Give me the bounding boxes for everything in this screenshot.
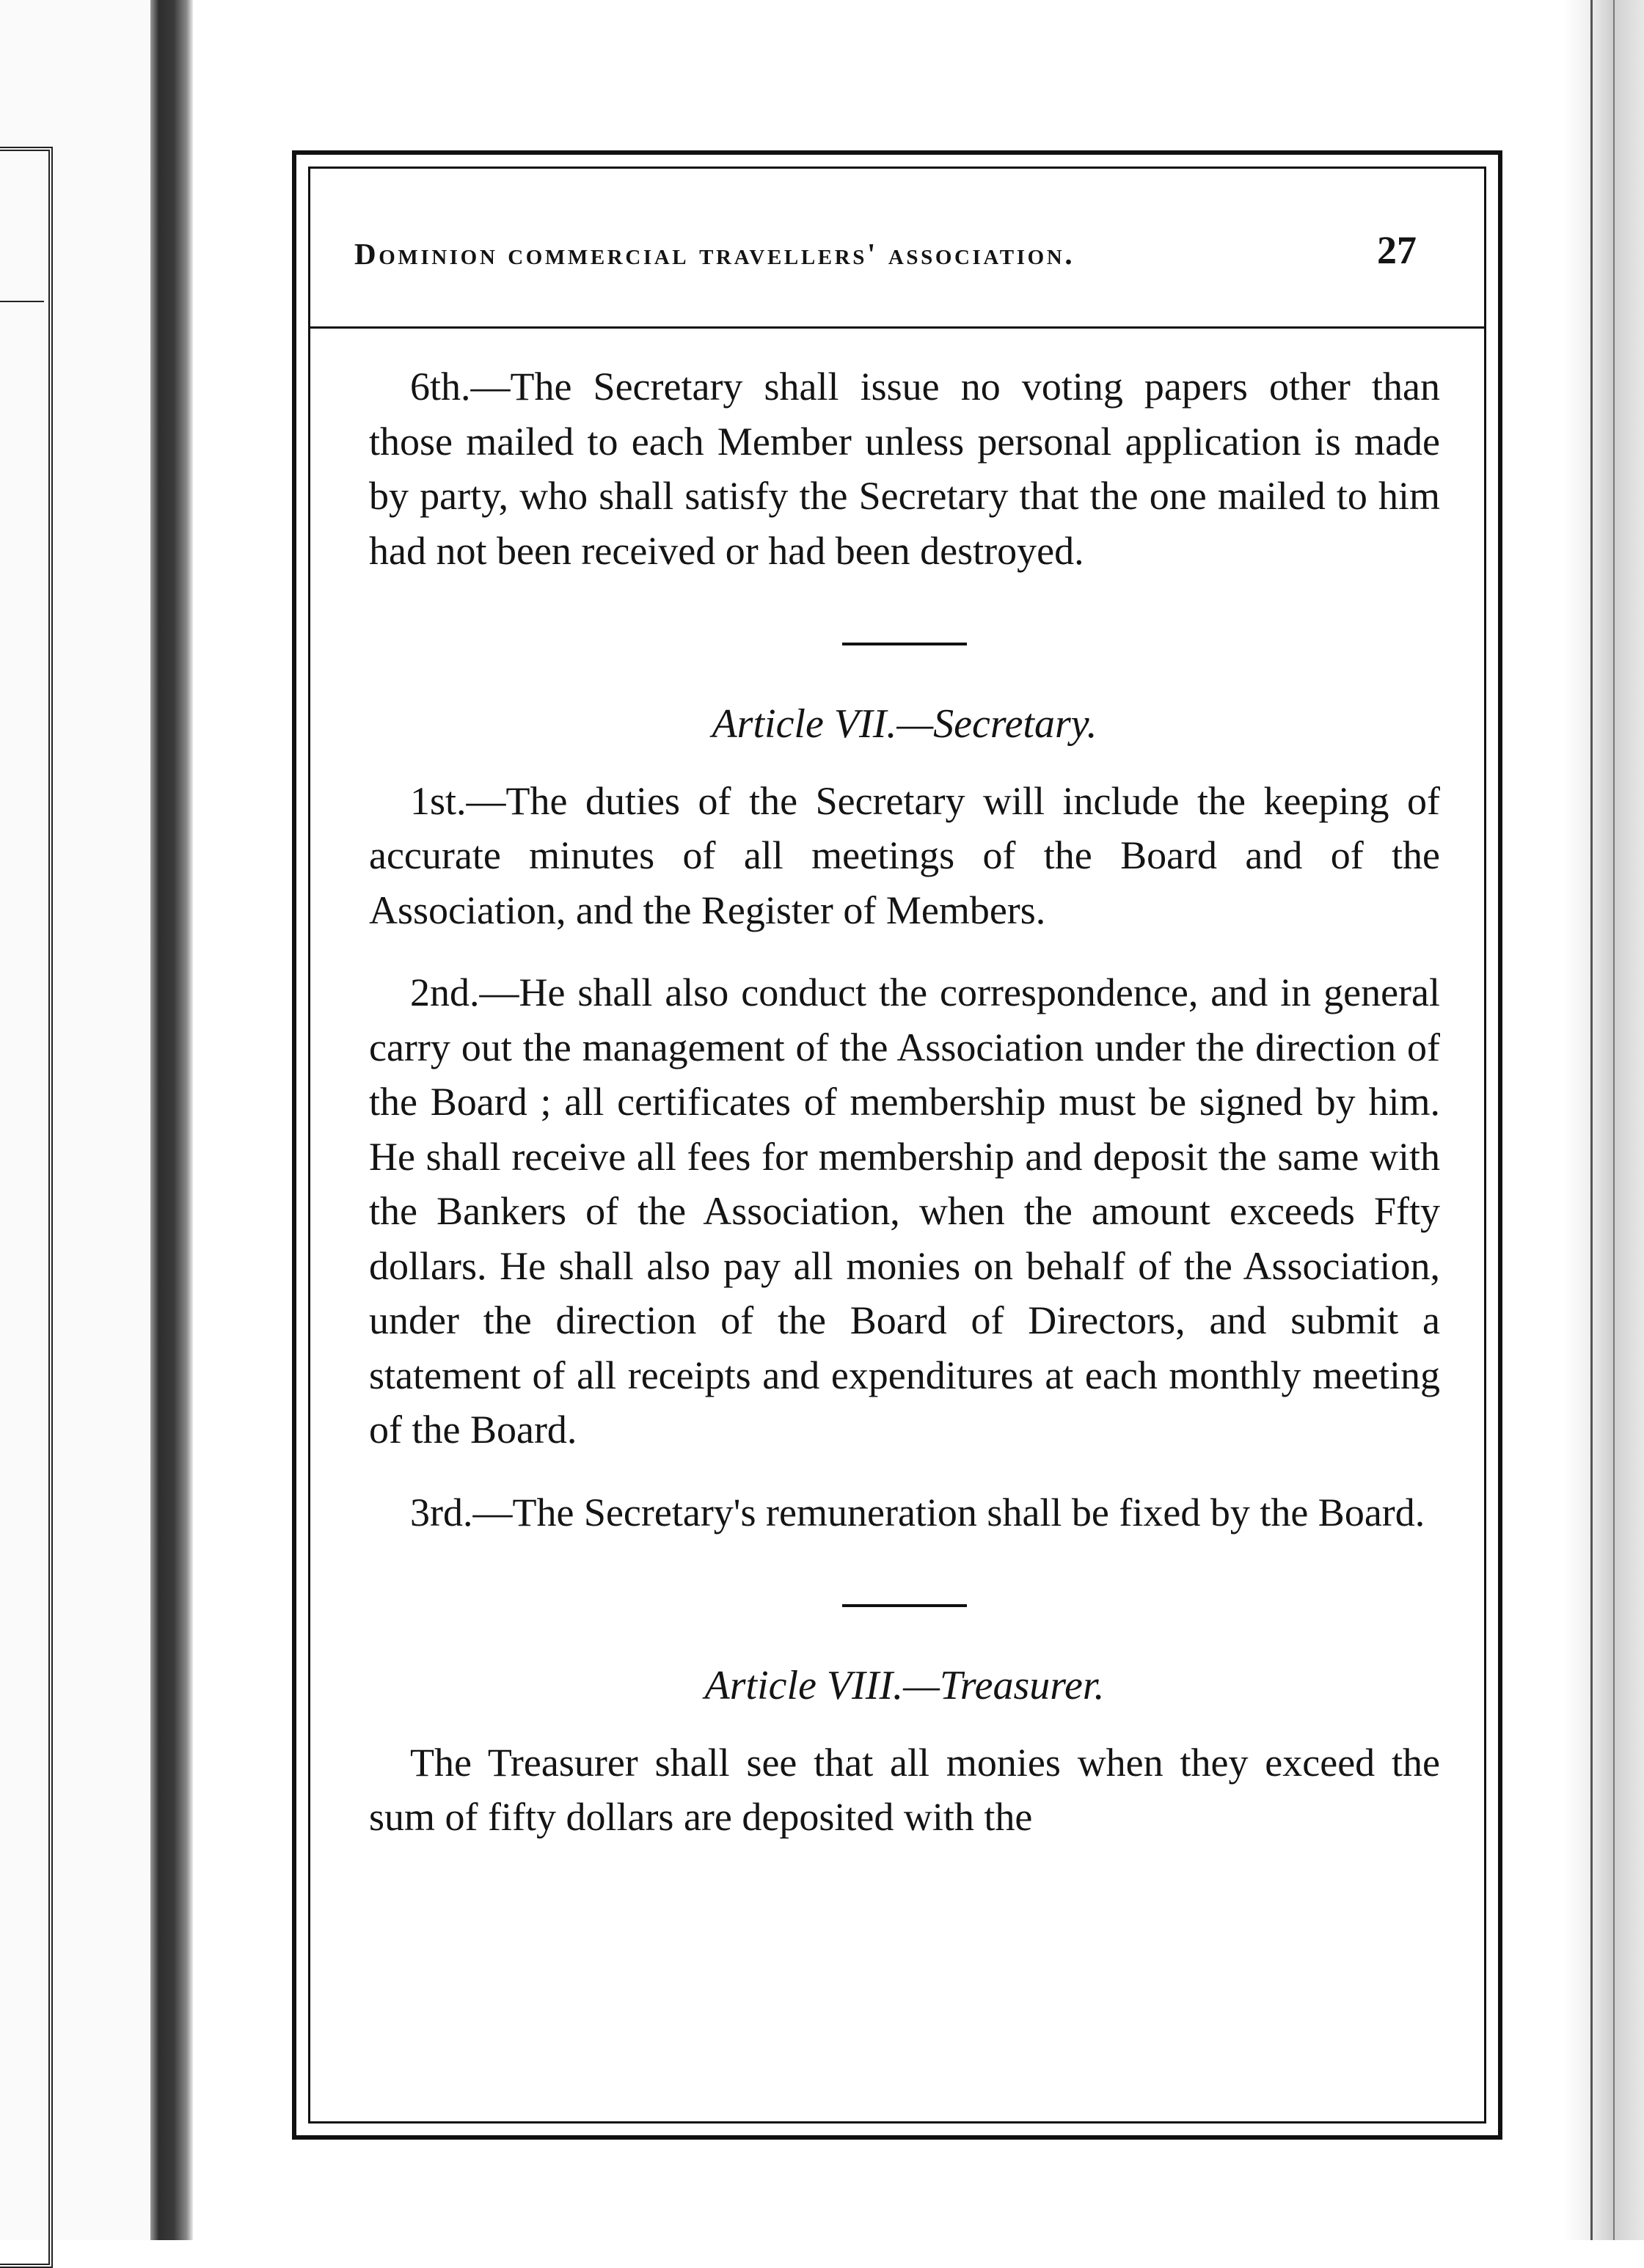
page-body (369, 359, 1440, 1845)
page-frame (292, 150, 1502, 2140)
article-7-heading: Article VII.—Secretary. (712, 701, 1097, 747)
running-title: Dominion commercial travellers' association. (354, 237, 1075, 271)
page-number: 27 (1377, 228, 1417, 272)
section-6-paragraph: 6th.—The Secretary shall issue no voting papers other than those mailed to each Member unless personal application is made by party, who shall satisfy the Secretary that the one mailed to him had not been received or had been destroyed. (369, 365, 1440, 573)
page-right-edge (1563, 0, 1644, 2240)
page-edge-line (1590, 0, 1593, 2240)
page-frame-inner (308, 167, 1486, 2123)
section-divider (842, 643, 967, 645)
section-divider (842, 1604, 967, 1607)
page-header (310, 169, 1484, 329)
article-7-paragraph-1: 1st.—The duties of the Secretary will include the keeping of accurate minutes of all meetings of the Board and of the Association, and the Register of Members. (369, 778, 1440, 932)
facing-page-frame (0, 147, 53, 2268)
page-edge-line (1613, 0, 1615, 2240)
article-7-paragraph-2: 2nd.—He shall also conduct the correspondence, and in general carry out the management of the Association under the direction of the Board ; all certificates of membership must be signed by him. He shall receive all fees for membership and deposit the same with the Bankers of the Association, when the amount exceeds Ffty dollars. He shall also pay all monies on behalf of the Association, under the direction of the Board of Directors, and submit a statement of all receipts and expenditures at each monthly meeting of the Board. (369, 970, 1440, 1452)
article-8-heading: Article VIII.—Treasurer. (704, 1663, 1105, 1708)
article-8-paragraph-1: The Treasurer shall see that all monies when they exceed the sum of fifty dollars are deposited with the (369, 1740, 1440, 1839)
facing-page-rule (0, 301, 44, 302)
book-spine-gutter (150, 0, 193, 2240)
facing-page-edge (0, 0, 155, 2240)
article-7-paragraph-3: 3rd.—The Secretary's remuneration shall be fixed by the Board. (410, 1490, 1425, 1534)
